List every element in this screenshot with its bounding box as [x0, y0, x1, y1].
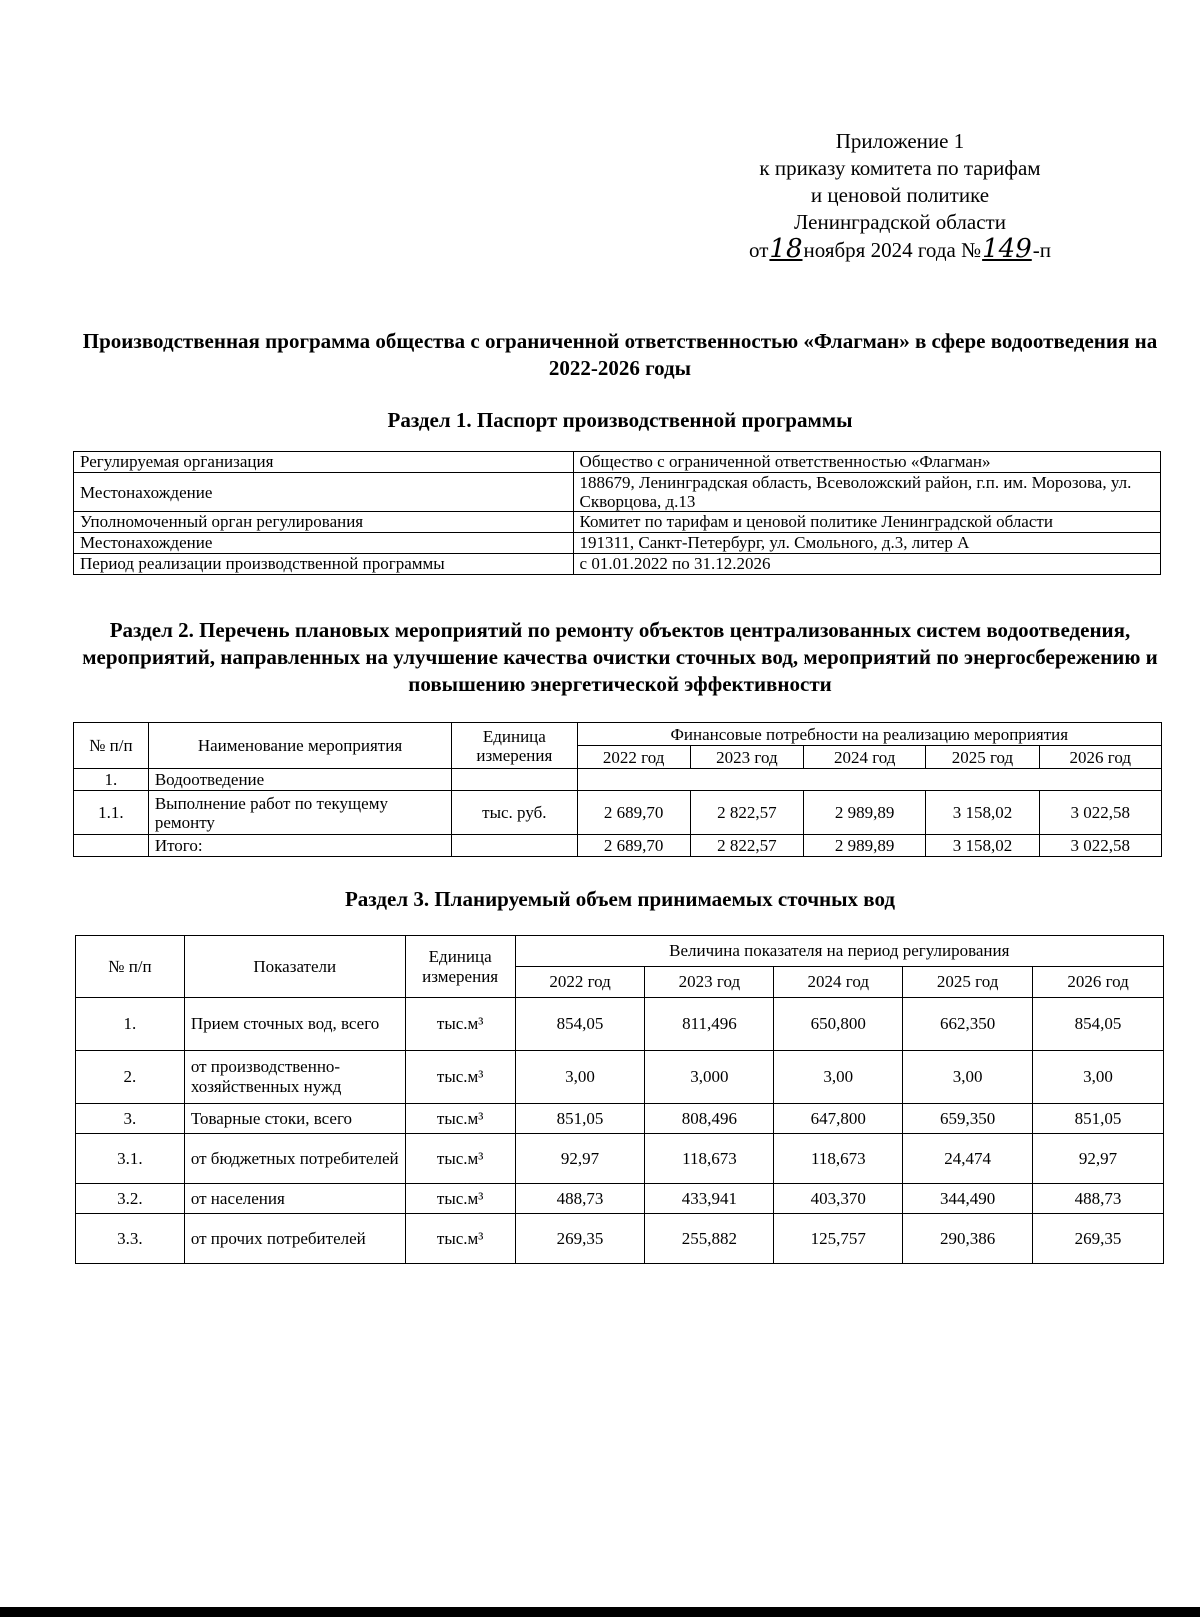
cell-value: 650,800	[774, 998, 903, 1051]
cell-name: от прочих потребителей	[184, 1214, 405, 1264]
header-name: Показатели	[184, 936, 405, 998]
header-year: 2024 год	[804, 746, 926, 769]
passport-value: с 01.01.2022 по 31.12.2026	[573, 554, 1160, 575]
appendix-header	[690, 128, 1110, 264]
cell-name: от производственно-хозяйственных нужд	[184, 1051, 405, 1104]
cell-unit: тыс.м³	[405, 1104, 515, 1134]
program-title: Производственная программа общества с ограниченной ответственностью «Флагман» в сфере водоотведения на 2022-2026 годы	[82, 329, 1158, 380]
cell-unit: тыс.м³	[405, 1214, 515, 1264]
cell-value: 269,35	[1033, 1214, 1164, 1264]
date-prefix: от	[749, 238, 769, 262]
cell-num: 2.	[76, 1051, 185, 1104]
cell-unit: тыс.м³	[405, 1051, 515, 1104]
cell-value: 403,370	[774, 1184, 903, 1214]
cell-name: Выполнение работ по текущему ремонту	[148, 791, 451, 835]
header-num: № п/п	[76, 936, 185, 998]
table-row	[74, 452, 1161, 473]
cell-value: 662,350	[903, 998, 1033, 1051]
section3-title: Раздел 3. Планируемый объем принимаемых сточных вод	[344, 887, 896, 911]
table-row	[74, 512, 1161, 533]
appendix-line-4: Ленинградской области	[794, 210, 1006, 234]
cell-value: 808,496	[645, 1104, 774, 1134]
passport-label: Уполномоченный орган регулирования	[74, 512, 574, 533]
table-row	[74, 769, 1162, 791]
cell-num: 3.2.	[76, 1184, 185, 1214]
passport-label: Местонахождение	[74, 473, 574, 512]
appendix-line-2: к приказу комитета по тарифам	[759, 156, 1041, 180]
table-row	[74, 533, 1161, 554]
cell-value: 118,673	[645, 1134, 774, 1184]
cell-name: Товарные стоки, всего	[184, 1104, 405, 1134]
cell-unit: тыс.м³	[405, 1184, 515, 1214]
passport-label: Период реализации производственной программы	[74, 554, 574, 575]
header-year: 2022 год	[577, 746, 690, 769]
header-unit: Единица измерения	[405, 936, 515, 998]
date-mid: ноября 2024 года №	[803, 238, 982, 262]
cell-num: 3.1.	[76, 1134, 185, 1184]
table-row	[76, 1104, 1164, 1134]
cell-value: 811,496	[645, 998, 774, 1051]
cell-unit	[452, 835, 577, 857]
header-year: 2026 год	[1039, 746, 1161, 769]
cell-value: 118,673	[774, 1134, 903, 1184]
cell-value: 255,882	[645, 1214, 774, 1264]
header-year: 2022 год	[515, 967, 645, 998]
header-year: 2025 год	[926, 746, 1039, 769]
cell-value: 3 158,02	[926, 835, 1039, 857]
cell-value: 344,490	[903, 1184, 1033, 1214]
cell-value: 3,00	[1033, 1051, 1164, 1104]
cell-value: 290,386	[903, 1214, 1033, 1264]
header-group: Финансовые потребности на реализацию мероприятия	[577, 723, 1161, 746]
cell-num: 1.	[76, 998, 185, 1051]
cell-name: от населения	[184, 1184, 405, 1214]
cell-value: 659,350	[903, 1104, 1033, 1134]
cell-value: 3 022,58	[1039, 835, 1161, 857]
header-group: Величина показателя на период регулирования	[515, 936, 1163, 967]
cell-unit: тыс. руб.	[452, 791, 577, 835]
appendix-line-3: и ценовой политике	[810, 183, 990, 207]
cell-value: 24,474	[903, 1134, 1033, 1184]
passport-value: 191311, Санкт-Петербург, ул. Смольного, д.3, литер А	[573, 533, 1160, 554]
cell-num	[74, 835, 149, 857]
header-num: № п/п	[74, 723, 149, 769]
measures-table	[73, 722, 1162, 857]
cell-value: 2 822,57	[690, 791, 803, 835]
handwritten-number: 149	[982, 234, 1032, 264]
table-row	[74, 835, 1162, 857]
passport-label: Местонахождение	[74, 533, 574, 554]
table-row	[76, 1214, 1164, 1264]
cell-unit	[452, 769, 577, 791]
appendix-line-1: Приложение 1	[835, 129, 965, 153]
header-name: Наименование мероприятия	[148, 723, 451, 769]
cell-value: 3,00	[515, 1051, 645, 1104]
header-unit: Единица измерения	[452, 723, 577, 769]
cell-value: 851,05	[515, 1104, 645, 1134]
table-row	[76, 1184, 1164, 1214]
cell-value: 92,97	[515, 1134, 645, 1184]
cell-value: 2 989,89	[804, 835, 926, 857]
cell-name: от бюджетных потребителей	[184, 1134, 405, 1184]
cell-unit: тыс.м³	[405, 998, 515, 1051]
handwritten-day: 18	[769, 234, 803, 264]
cell-num: 1.1.	[74, 791, 149, 835]
cell-value: 125,757	[774, 1214, 903, 1264]
header-year: 2026 год	[1033, 967, 1164, 998]
cell-value: 433,941	[645, 1184, 774, 1214]
cell-value: 3,00	[774, 1051, 903, 1104]
cell-num: 3.	[76, 1104, 185, 1134]
cell-value: 3 158,02	[926, 791, 1039, 835]
cell-empty	[577, 769, 1161, 791]
cell-name: Прием сточных вод, всего	[184, 998, 405, 1051]
table-row	[74, 791, 1162, 835]
header-year: 2023 год	[645, 967, 774, 998]
cell-value: 647,800	[774, 1104, 903, 1134]
cell-value: 3,000	[645, 1051, 774, 1104]
cell-value: 854,05	[515, 998, 645, 1051]
cell-value: 2 689,70	[577, 835, 690, 857]
header-year: 2025 год	[903, 967, 1033, 998]
table-header-row	[74, 723, 1162, 746]
scan-edge-bar	[0, 1607, 1200, 1617]
cell-value: 3 022,58	[1039, 791, 1161, 835]
header-year: 2023 год	[690, 746, 803, 769]
table-row	[76, 1051, 1164, 1104]
cell-num: 3.3.	[76, 1214, 185, 1264]
cell-name: Водоотведение	[148, 769, 451, 791]
passport-table	[73, 451, 1161, 575]
cell-value: 2 689,70	[577, 791, 690, 835]
table-header-row	[76, 936, 1164, 967]
number-suffix: -п	[1032, 238, 1051, 262]
cell-num: 1.	[74, 769, 149, 791]
cell-value: 851,05	[1033, 1104, 1164, 1134]
cell-value: 269,35	[515, 1214, 645, 1264]
passport-value: 188679, Ленинградская область, Всеволожский район, г.п. им. Морозова, ул. Скворцова, д.13	[573, 473, 1160, 512]
header-year: 2024 год	[774, 967, 903, 998]
section1-title: Раздел 1. Паспорт производственной программы	[387, 408, 853, 432]
cell-value: 488,73	[515, 1184, 645, 1214]
passport-value: Комитет по тарифам и ценовой политике Ленинградской области	[573, 512, 1160, 533]
cell-value: 3,00	[903, 1051, 1033, 1104]
passport-label: Регулируемая организация	[74, 452, 574, 473]
appendix-date-line	[690, 236, 1110, 264]
passport-value: Общество с ограниченной ответственностью «Флагман»	[573, 452, 1160, 473]
cell-value: 2 989,89	[804, 791, 926, 835]
cell-value: 92,97	[1033, 1134, 1164, 1184]
cell-name: Итого:	[148, 835, 451, 857]
table-row	[76, 998, 1164, 1051]
table-row	[74, 554, 1161, 575]
cell-value: 488,73	[1033, 1184, 1164, 1214]
table-row	[76, 1134, 1164, 1184]
cell-unit: тыс.м³	[405, 1134, 515, 1184]
wastewater-volume-table	[75, 935, 1164, 1264]
cell-value: 854,05	[1033, 998, 1164, 1051]
section2-title: Раздел 2. Перечень плановых мероприятий по ремонту объектов централизованных систем водоотведения, мероприятий, направленных на улучшение качества очистки сточных вод, мероприятий по энергосбережению и повышению энергетической эффективности	[82, 618, 1158, 696]
cell-value: 2 822,57	[690, 835, 803, 857]
table-row	[74, 473, 1161, 512]
